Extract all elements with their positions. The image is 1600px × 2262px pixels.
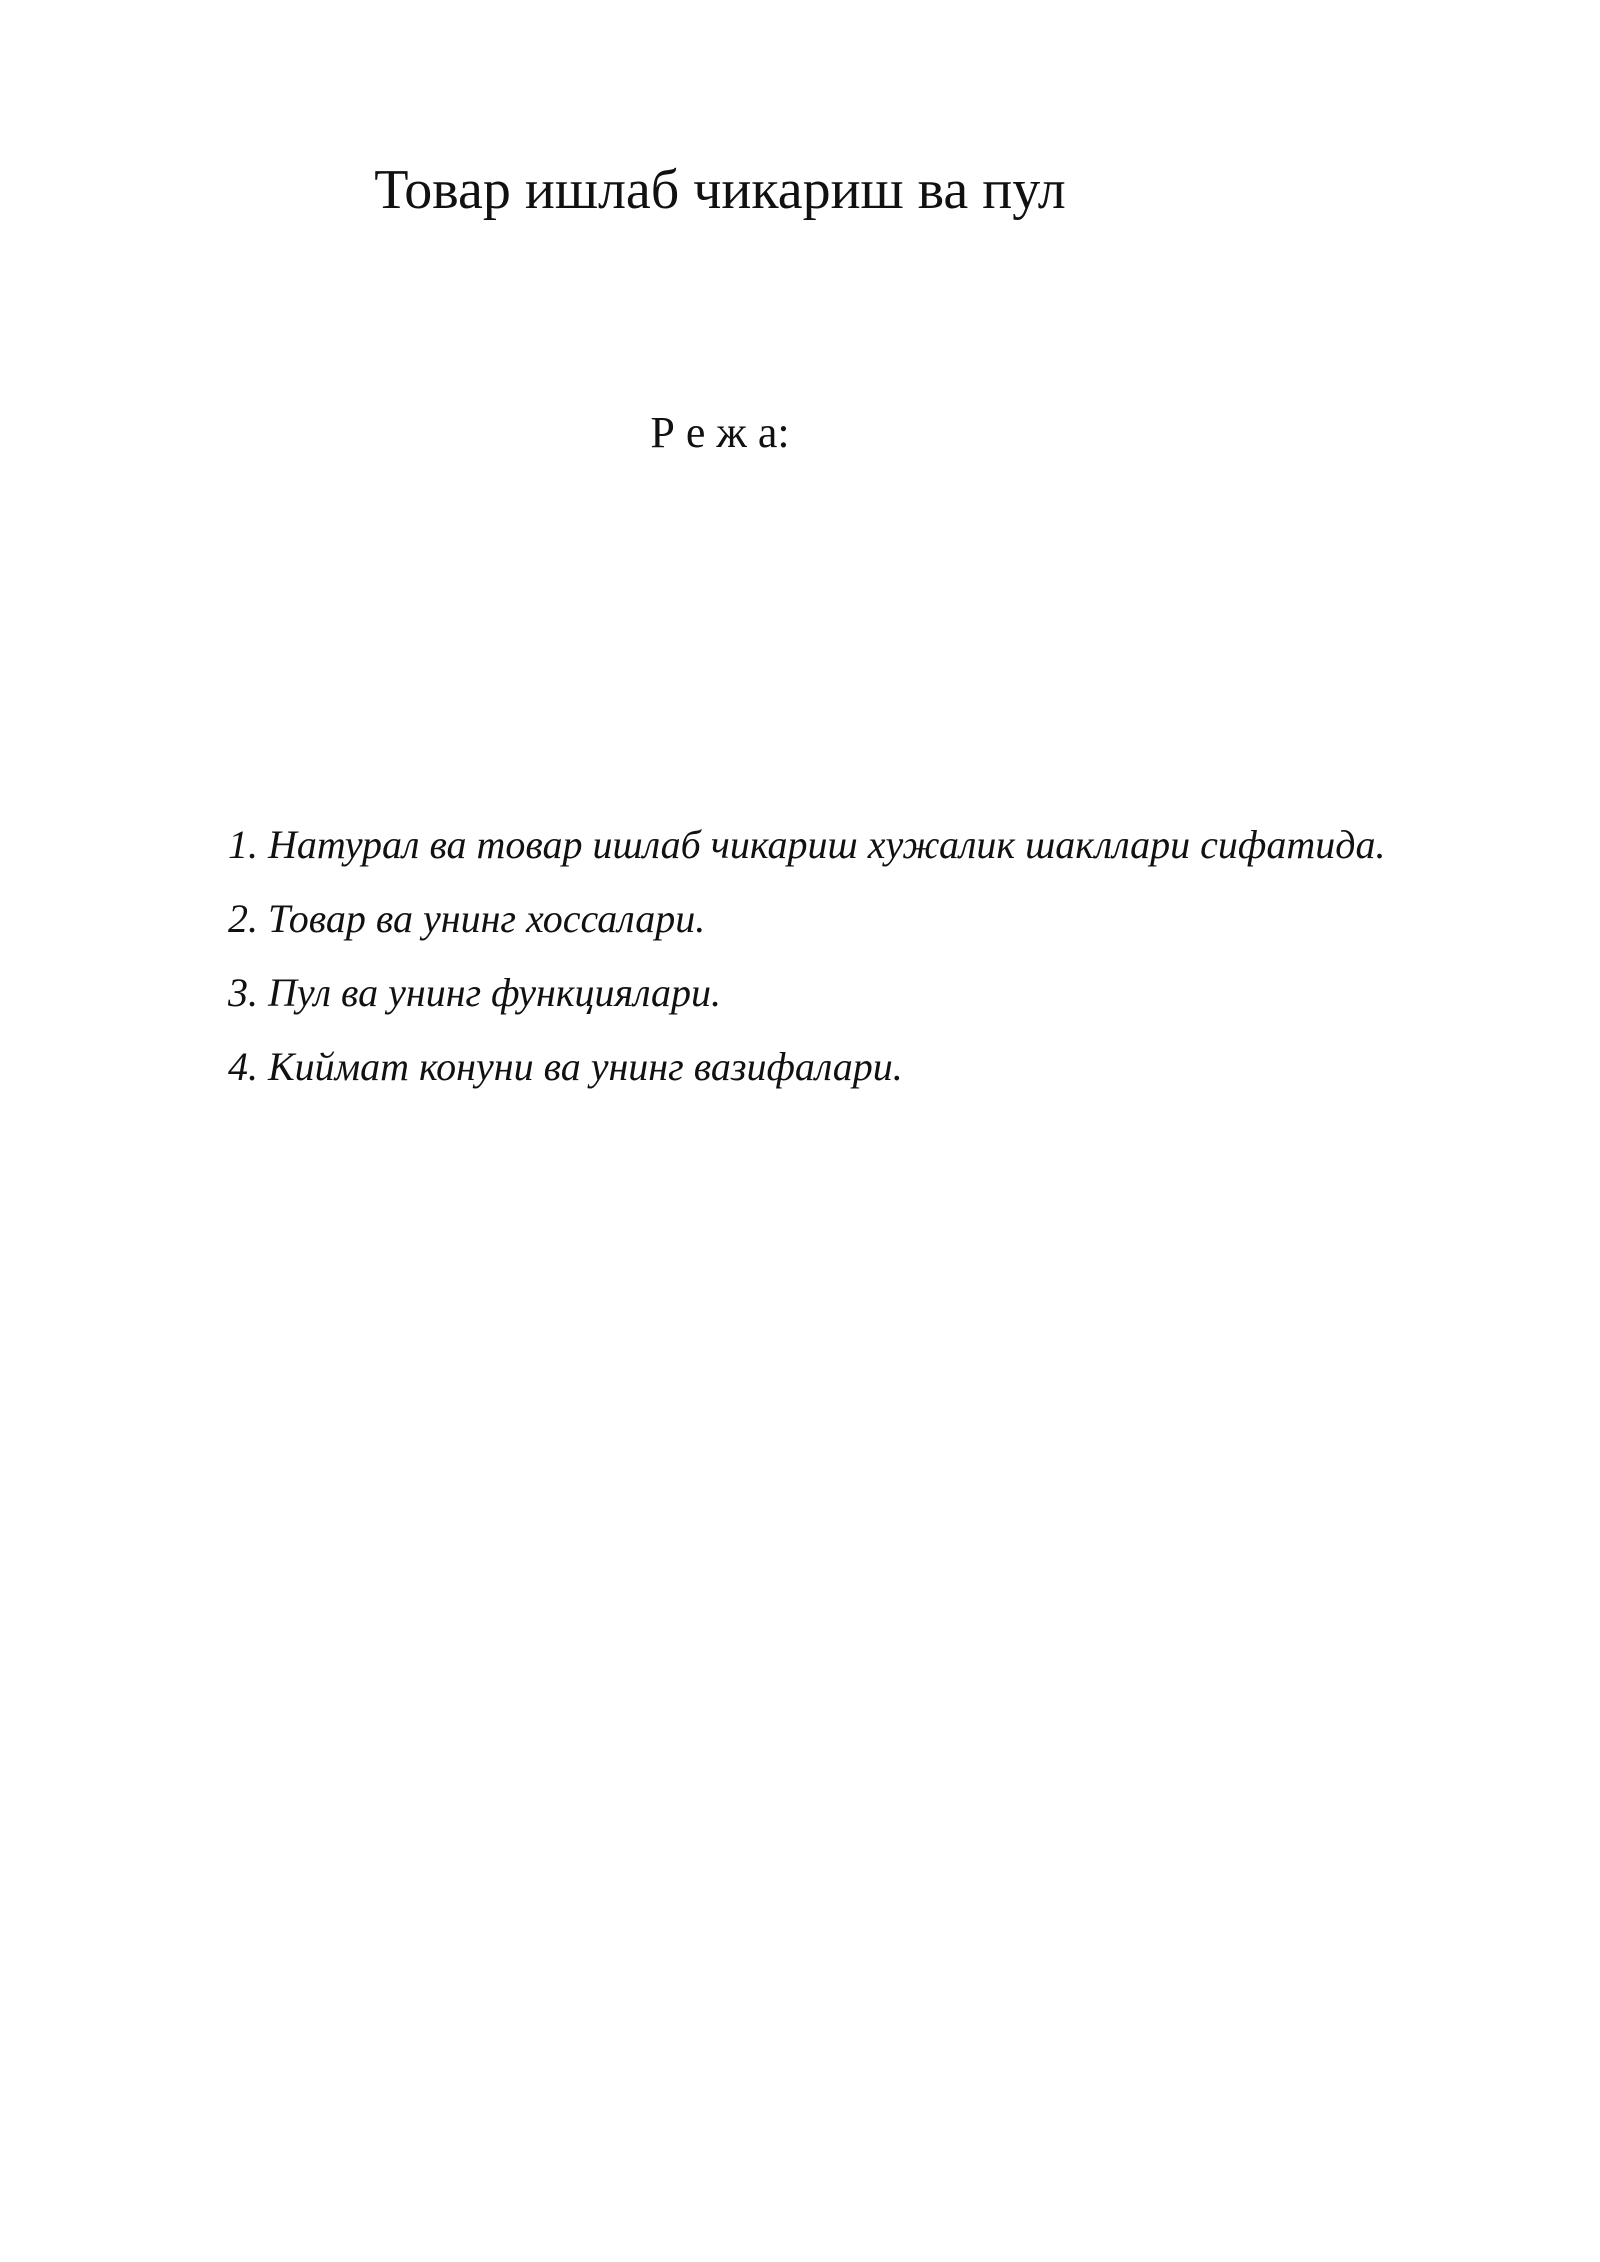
plan-item-1: 1. Натурал ва товар ишлаб чикариш хужалик шакллари сифатида.	[228, 822, 1386, 867]
plan-item-2: 2. Товар ва унинг хоссалари.	[228, 896, 706, 941]
document-title: Товар ишлаб чикариш ва пул	[374, 159, 1066, 221]
plan-item-4: 4. Киймат конуни ва унинг вазифалари.	[228, 1044, 903, 1089]
plan-heading: Р е ж а:	[650, 408, 790, 457]
plan-list	[228, 808, 1568, 1104]
plan-item-3: 3. Пул ва унинг функциялари.	[228, 970, 722, 1015]
